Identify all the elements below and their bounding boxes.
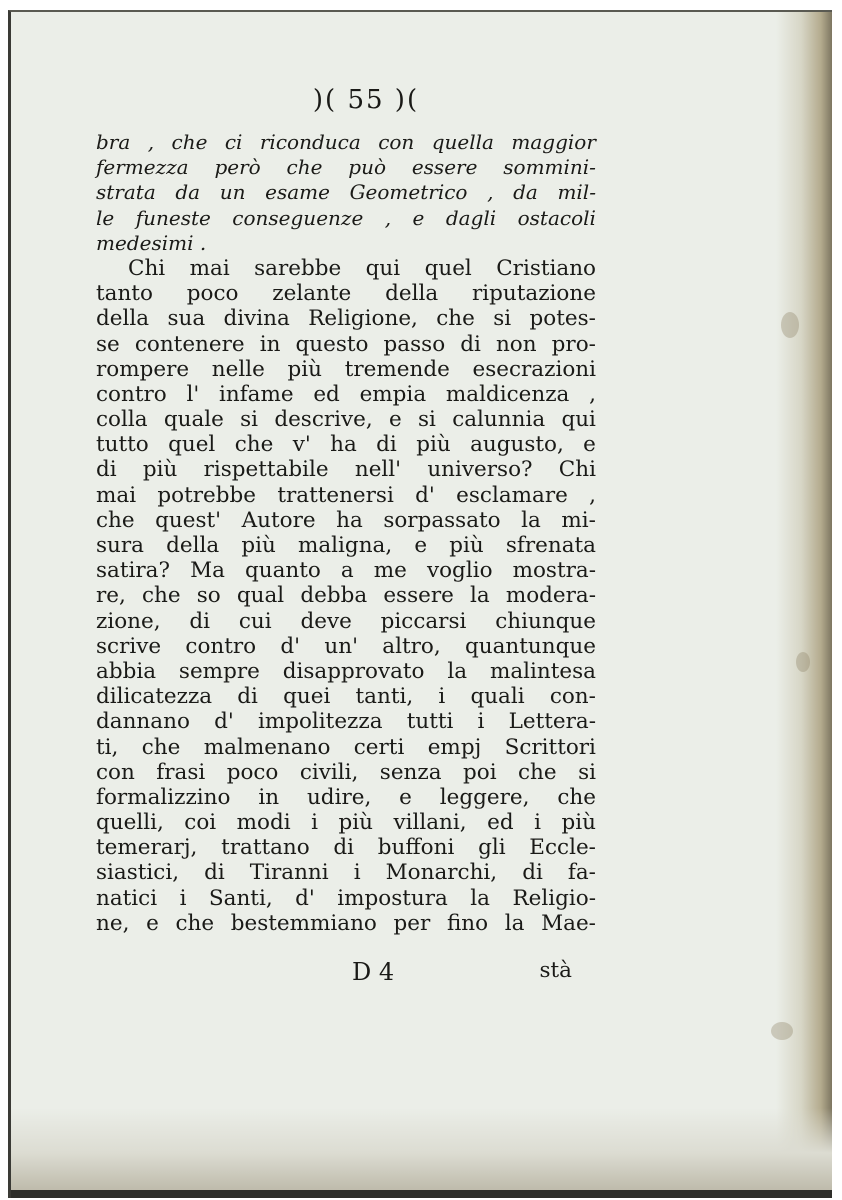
text-line: natici i Santi, d' impostura la Religio- <box>96 885 596 911</box>
page-footer <box>352 958 572 988</box>
text-line: fermezza però che può essere sommini- <box>96 155 596 180</box>
text-line: dilicatezza di quei tanti, i quali con- <box>96 684 596 710</box>
text-line: tanto poco zelante della riputazione <box>96 281 596 307</box>
text-line: colla quale si descrive, e si calunnia qui <box>96 407 596 433</box>
text-line: mai potrebbe trattenersi d' esclamare , <box>96 482 596 508</box>
page-edge-bottom <box>11 1108 832 1198</box>
text-line: contro l' infame ed empia maldicenza , <box>96 381 596 407</box>
text-line: ne, e che bestemmiano per fino la Mae- <box>96 910 596 936</box>
text-line: tutto quel che v' ha di più augusto, e <box>96 432 596 458</box>
scan-bottom-border <box>11 1190 832 1198</box>
catchword: stà <box>539 958 572 983</box>
text-line: le funeste conseguenze , e dagli ostacoli <box>96 205 596 230</box>
text-line: abbia sempre disapprovato la malintesa <box>96 658 596 684</box>
text-line: bra , che ci riconduca con quella maggior <box>96 130 596 154</box>
text-line: siastici, di Tiranni i Monarchi, di fa- <box>96 860 596 886</box>
text-line: della sua divina Religione, che si potes- <box>96 306 596 332</box>
text-line: con frasi poco civili, senza poi che si <box>96 759 596 785</box>
text-line: strata da un esame Geometrico , da mil- <box>96 180 596 205</box>
text-line: zione, di cui deve piccarsi chiunque <box>96 608 596 634</box>
text-line: dannano d' impolitezza tutti i Lettera- <box>96 709 596 735</box>
text-line: medesimi . <box>96 230 207 255</box>
text-line: temerarj, trattano di buffoni gli Eccle- <box>96 835 596 861</box>
text-line: rompere nelle più tremende esecrazioni <box>96 356 596 382</box>
text-line: scrive contro d' un' altro, quantunque <box>96 633 596 659</box>
text-line: che quest' Autore ha sorpassato la mi- <box>96 507 596 533</box>
foxing-spot <box>796 652 810 672</box>
text-line: se contenere in questo passo di non pro- <box>96 331 596 357</box>
text-line: satira? Ma quanto a me voglio mostra- <box>96 558 596 584</box>
page-number-header: )( 55 )( <box>312 85 420 115</box>
page-edge-right <box>776 12 832 1198</box>
text-line: Chi mai sarebbe qui quel Cristiano <box>128 255 596 281</box>
text-line: re, che so qual debba essere la modera- <box>96 583 596 609</box>
text-line: ti, che malmenano certi empj Scrittori <box>96 734 596 760</box>
signature-mark: D 4 <box>352 958 395 986</box>
foxing-spot <box>771 1022 793 1040</box>
text-line: quelli, coi modi i più villani, ed i più <box>96 810 596 836</box>
text-line: formalizzino in udire, e leggere, che <box>96 784 596 810</box>
text-line: di più rispettabile nell' universo? Chi <box>96 457 596 483</box>
text-block <box>96 84 596 936</box>
body-text <box>96 130 596 936</box>
text-line: sura della più maligna, e più sfrenata <box>96 533 596 558</box>
foxing-spot <box>781 312 799 338</box>
